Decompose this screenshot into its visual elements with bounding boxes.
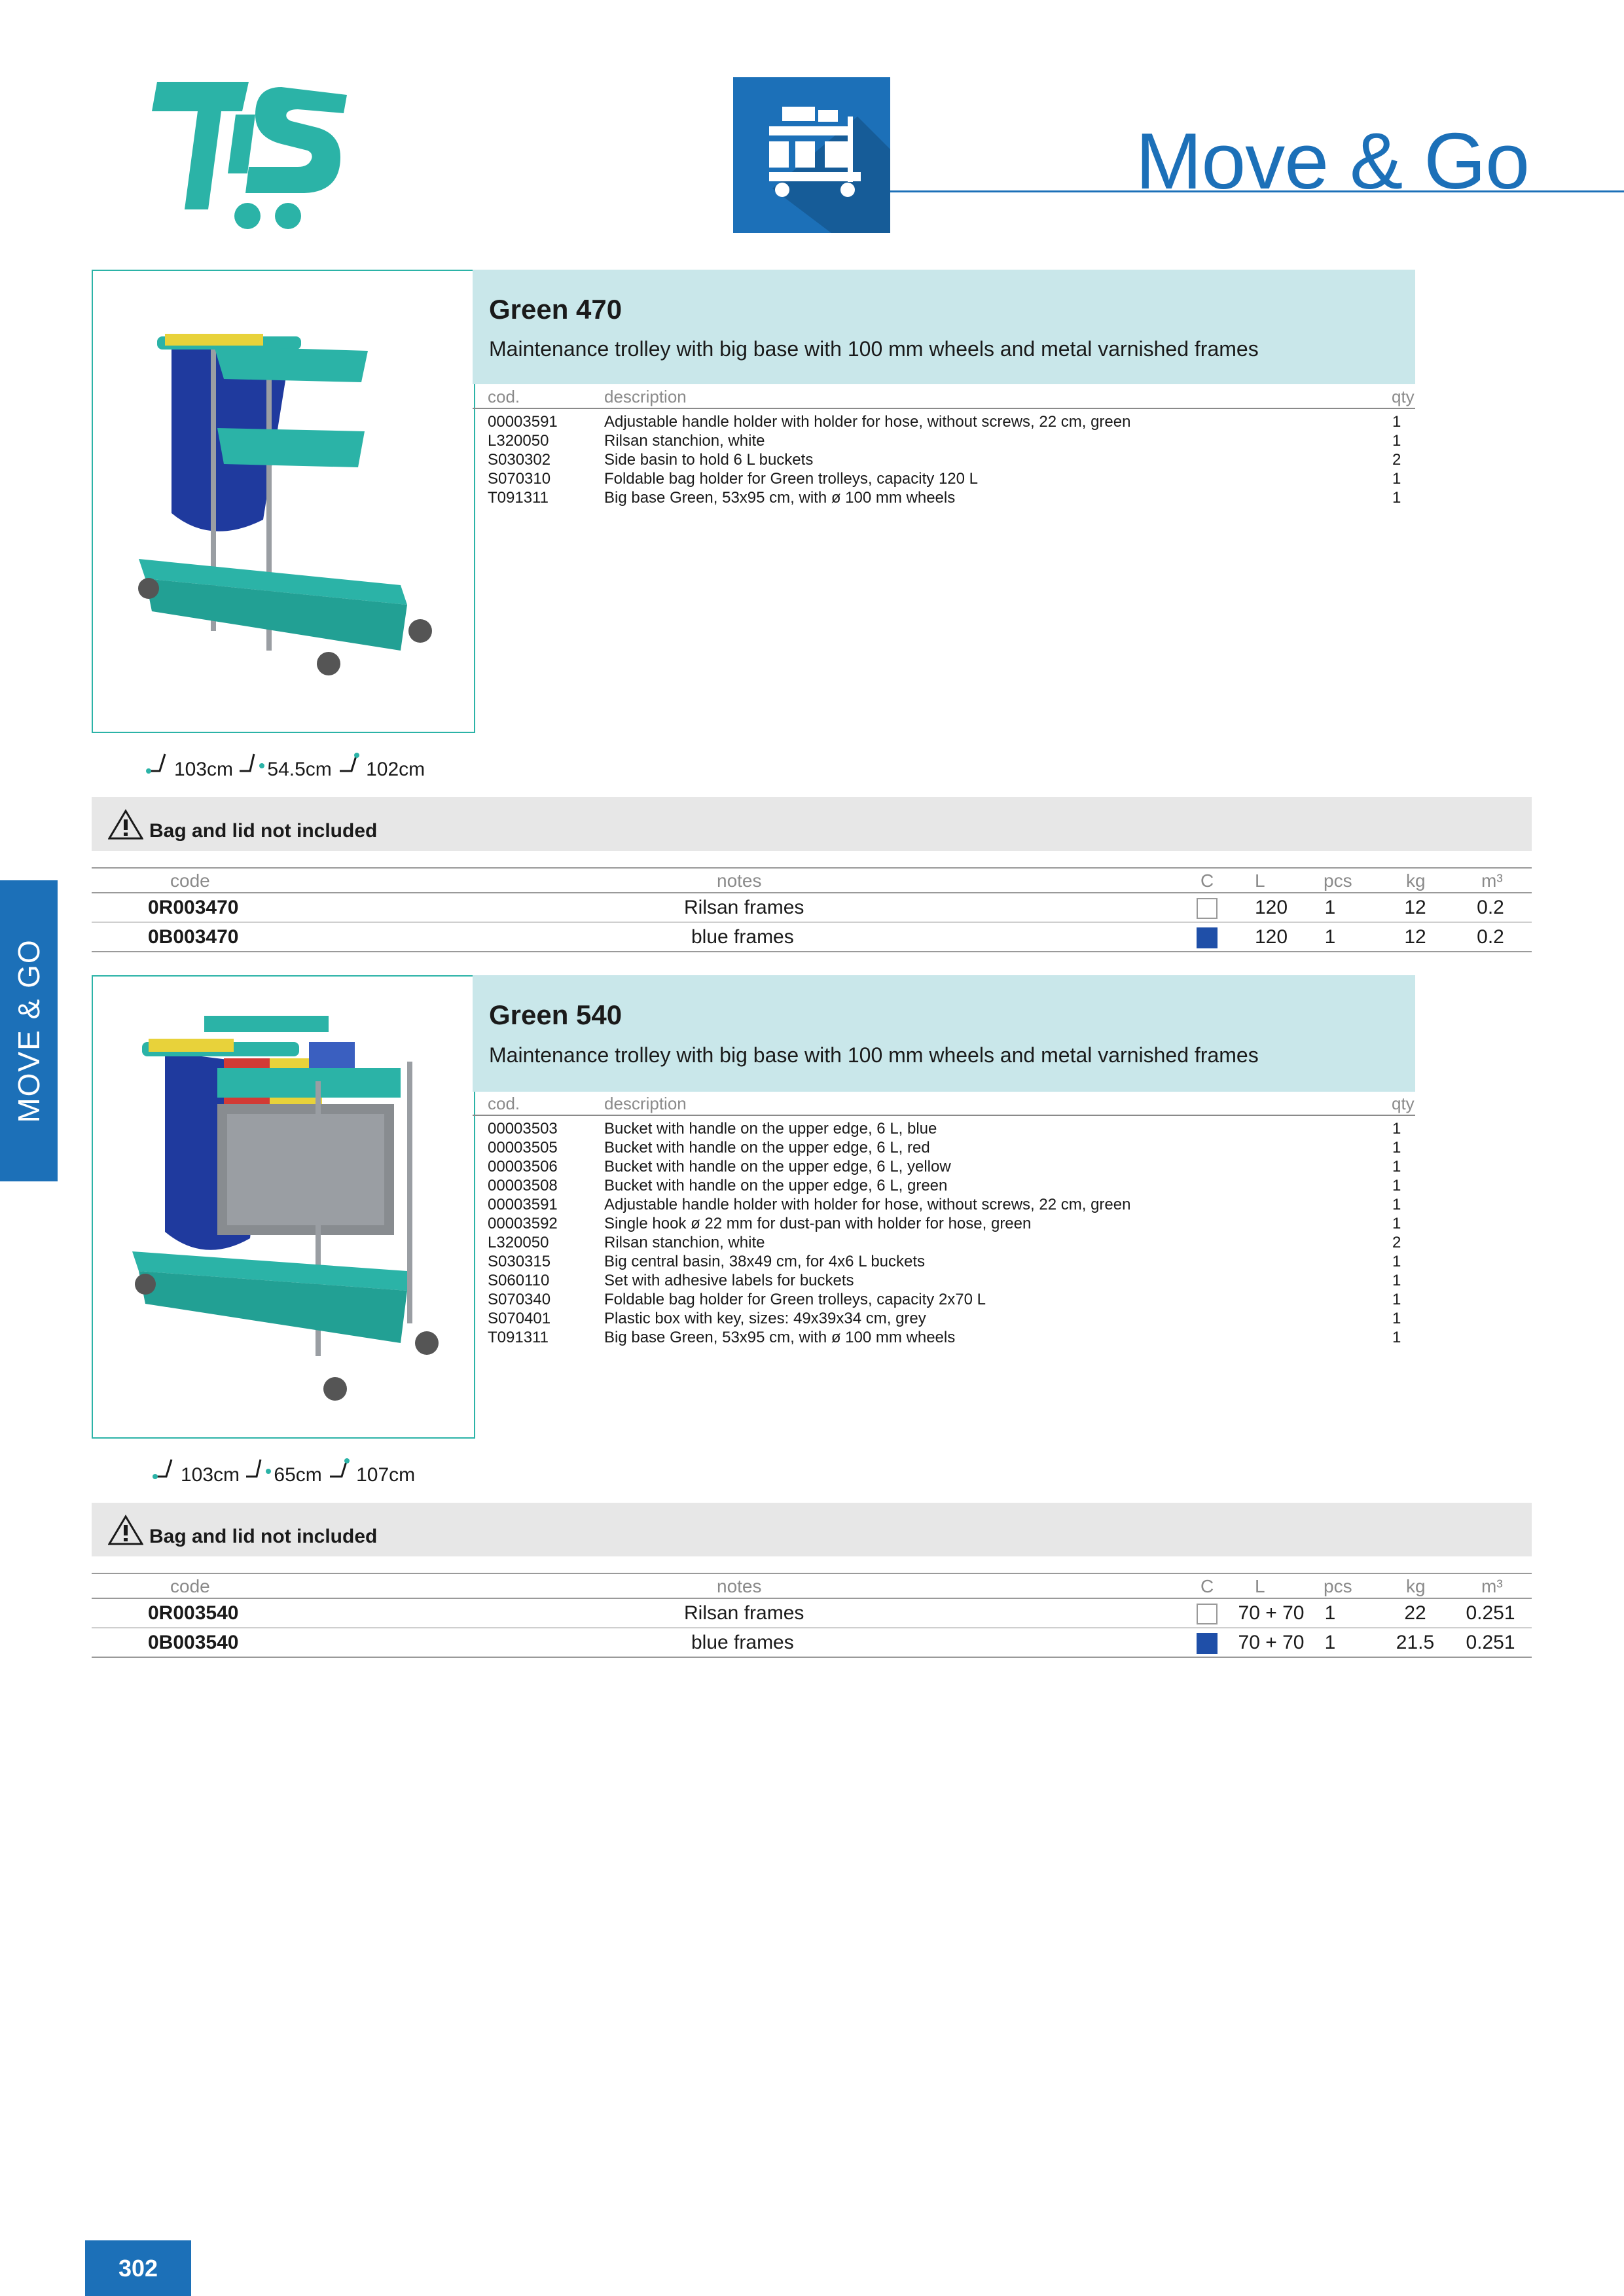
length-value: 103cm	[181, 1464, 240, 1486]
product-photo	[92, 975, 475, 1439]
variant-header-rule	[92, 1598, 1532, 1599]
variant-notes: blue frames	[691, 1632, 794, 1653]
component-qty: 1	[1392, 1139, 1401, 1157]
dimensions	[152, 1457, 415, 1486]
variant-l: 70 + 70	[1238, 1602, 1305, 1624]
ts-logo-icon	[151, 75, 353, 232]
component-description: Big base Green, 53x95 cm, with ø 100 mm wheels	[604, 1329, 956, 1346]
page-number: 302	[118, 2255, 158, 2282]
component-qty: 1	[1392, 1310, 1401, 1327]
component-code-header: cod.	[488, 1094, 520, 1113]
notice-text: Bag and lid not included	[149, 1526, 378, 1547]
notice-bar	[92, 1503, 1532, 1556]
component-code: 00003591	[488, 1196, 558, 1213]
variant-kg: 12	[1404, 926, 1426, 948]
variant-row-rule	[92, 922, 1532, 923]
product-name: Green 470	[489, 294, 623, 325]
variant-kg-header: kg	[1406, 870, 1426, 891]
variant-color-header: C	[1200, 1576, 1214, 1596]
side-tab-label: MOVE & GO	[12, 939, 46, 1123]
variant-kg: 21.5	[1396, 1632, 1435, 1653]
length-dimension-icon	[152, 1457, 181, 1480]
color-swatch-white	[1197, 898, 1218, 919]
component-code: S070401	[488, 1310, 551, 1327]
variant-pcs: 1	[1324, 926, 1336, 948]
color-swatch-blue	[1197, 1633, 1218, 1654]
product-subtitle: Maintenance trolley with big base with 100 mm wheels and metal varnished frames	[489, 337, 1259, 361]
variant-l-header: L	[1255, 870, 1265, 891]
component-header-rule	[473, 408, 1415, 409]
variant-kg-header: kg	[1406, 1576, 1426, 1596]
variant-notes: blue frames	[691, 926, 794, 948]
variant-l-header: L	[1255, 1576, 1265, 1596]
variant-code: 0R003540	[148, 1602, 239, 1624]
height-dimension-icon	[337, 751, 366, 775]
variant-header-rule	[92, 892, 1532, 893]
component-qty: 1	[1392, 1120, 1401, 1138]
variant-m3: 0.251	[1466, 1602, 1515, 1624]
variant-pcs: 1	[1324, 1632, 1336, 1653]
product-subtitle: Maintenance trolley with big base with 100 mm wheels and metal varnished frames	[489, 1043, 1259, 1067]
color-swatch-white	[1197, 1604, 1218, 1624]
width-dimension-icon	[245, 1457, 274, 1480]
width-value: 54.5cm	[267, 759, 332, 781]
notice-bar	[92, 797, 1532, 851]
component-description: Foldable bag holder for Green trolleys, capacity 2x70 L	[604, 1291, 986, 1308]
product-header	[473, 975, 1415, 1092]
variant-m3: 0.251	[1466, 1632, 1515, 1653]
variant-code: 0B003470	[148, 926, 239, 948]
component-qty-header: qty	[1392, 1094, 1415, 1113]
length-value: 103cm	[174, 759, 234, 781]
component-qty: 1	[1392, 1272, 1401, 1289]
variant-m3-header: m³	[1481, 870, 1503, 891]
variant-row	[92, 895, 1532, 922]
component-code: S070310	[488, 470, 551, 488]
variant-kg: 22	[1404, 1602, 1426, 1624]
variant-bottom-rule	[92, 951, 1532, 952]
component-description: Adjustable handle holder with holder for hose, without screws, 22 cm, green	[604, 413, 1131, 431]
height-value: 107cm	[356, 1464, 416, 1486]
variant-kg: 12	[1404, 897, 1426, 918]
component-description: Bucket with handle on the upper edge, 6 L, red	[604, 1139, 930, 1157]
category-icon-box	[733, 77, 890, 233]
width-dimension-icon	[238, 751, 267, 775]
dimensions	[145, 751, 425, 781]
component-code: T091311	[488, 489, 549, 507]
component-description: Bucket with handle on the upper edge, 6 L, green	[604, 1177, 948, 1194]
variant-code-header: code	[170, 1576, 210, 1596]
page-number-box	[85, 2240, 191, 2296]
component-description: Adjustable handle holder with holder for hose, without screws, 22 cm, green	[604, 1196, 1131, 1213]
section-side-tab	[0, 880, 58, 1181]
variant-l: 70 + 70	[1238, 1632, 1305, 1653]
variant-notes: Rilsan frames	[684, 897, 804, 918]
height-dimension-icon	[327, 1457, 356, 1480]
product-header	[473, 270, 1415, 384]
component-description: Rilsan stanchion, white	[604, 1234, 765, 1251]
component-code: 00003506	[488, 1158, 558, 1175]
variant-notes-header: notes	[717, 1576, 762, 1596]
warning-icon	[108, 1515, 143, 1546]
component-code: 00003508	[488, 1177, 558, 1194]
variant-pcs: 1	[1324, 1602, 1336, 1624]
component-description-header: description	[604, 1094, 687, 1113]
component-description: Plastic box with key, sizes: 49x39x34 cm, grey	[604, 1310, 926, 1327]
variant-l: 120	[1254, 926, 1288, 948]
component-code: L320050	[488, 432, 549, 450]
component-qty: 1	[1392, 1253, 1401, 1270]
component-qty: 1	[1392, 432, 1401, 450]
color-swatch-blue	[1197, 927, 1218, 948]
variant-pcs-header: pcs	[1324, 1576, 1352, 1596]
component-code: 00003505	[488, 1139, 558, 1157]
component-qty: 1	[1392, 1329, 1401, 1346]
variant-pcs: 1	[1324, 897, 1336, 918]
warning-icon	[108, 809, 143, 840]
product-name: Green 540	[489, 999, 623, 1030]
component-code: S030302	[488, 451, 551, 469]
page-title: Move & Go	[1135, 117, 1529, 206]
component-qty: 1	[1392, 1196, 1401, 1213]
component-description-header: description	[604, 387, 687, 406]
component-code: S060110	[488, 1272, 550, 1289]
variant-notes-header: notes	[717, 870, 762, 891]
component-code: 00003503	[488, 1120, 558, 1138]
variant-code-header: code	[170, 870, 210, 891]
component-description: Big base Green, 53x95 cm, with ø 100 mm wheels	[604, 489, 956, 507]
trolley-image	[93, 977, 474, 1437]
component-code: T091311	[488, 1329, 549, 1346]
variant-pcs-header: pcs	[1324, 870, 1352, 891]
variant-code: 0B003540	[148, 1632, 239, 1653]
component-code-header: cod.	[488, 387, 520, 406]
component-code: S070340	[488, 1291, 551, 1308]
variant-color-header: C	[1200, 870, 1214, 891]
component-description: Big central basin, 38x49 cm, for 4x6 L buckets	[604, 1253, 926, 1270]
notice-text: Bag and lid not included	[149, 820, 378, 842]
component-qty: 1	[1392, 470, 1401, 488]
variant-m3: 0.2	[1477, 897, 1504, 918]
component-code: 00003592	[488, 1215, 558, 1232]
component-qty: 2	[1392, 1234, 1401, 1251]
component-description: Single hook ø 22 mm for dust-pan with holder for hose, green	[604, 1215, 1032, 1232]
component-qty: 1	[1392, 1291, 1401, 1308]
component-code: L320050	[488, 1234, 549, 1251]
component-code: S030315	[488, 1253, 551, 1270]
component-description: Bucket with handle on the upper edge, 6 L, yellow	[604, 1158, 951, 1175]
component-qty: 1	[1392, 1158, 1401, 1175]
trolley-icon	[733, 77, 890, 233]
variant-bottom-rule	[92, 1657, 1532, 1658]
variant-top-rule	[92, 1573, 1532, 1574]
variant-m3-header: m³	[1481, 1576, 1503, 1596]
variant-m3: 0.2	[1477, 926, 1504, 948]
component-header-rule	[473, 1115, 1415, 1116]
height-value: 102cm	[366, 759, 425, 781]
component-qty: 1	[1392, 1177, 1401, 1194]
length-dimension-icon	[145, 751, 174, 775]
component-qty: 1	[1392, 413, 1401, 431]
variant-row	[92, 925, 1532, 951]
component-qty: 1	[1392, 1215, 1401, 1232]
variant-notes: Rilsan frames	[684, 1602, 804, 1624]
product-photo	[92, 270, 475, 733]
component-description: Set with adhesive labels for buckets	[604, 1272, 854, 1289]
component-description: Foldable bag holder for Green trolleys, capacity 120 L	[604, 470, 978, 488]
component-qty: 2	[1392, 451, 1401, 469]
variant-row-rule	[92, 1627, 1532, 1628]
component-code: 00003591	[488, 413, 558, 431]
component-description: Side basin to hold 6 L buckets	[604, 451, 814, 469]
component-qty-header: qty	[1392, 387, 1415, 406]
component-description: Rilsan stanchion, white	[604, 432, 765, 450]
component-description: Bucket with handle on the upper edge, 6 L, blue	[604, 1120, 937, 1138]
variant-top-rule	[92, 867, 1532, 869]
component-qty: 1	[1392, 489, 1401, 507]
width-value: 65cm	[274, 1464, 322, 1486]
variant-row	[92, 1601, 1532, 1627]
trolley-image	[93, 271, 474, 732]
variant-row	[92, 1630, 1532, 1657]
variant-l: 120	[1254, 897, 1288, 918]
variant-code: 0R003470	[148, 897, 239, 918]
